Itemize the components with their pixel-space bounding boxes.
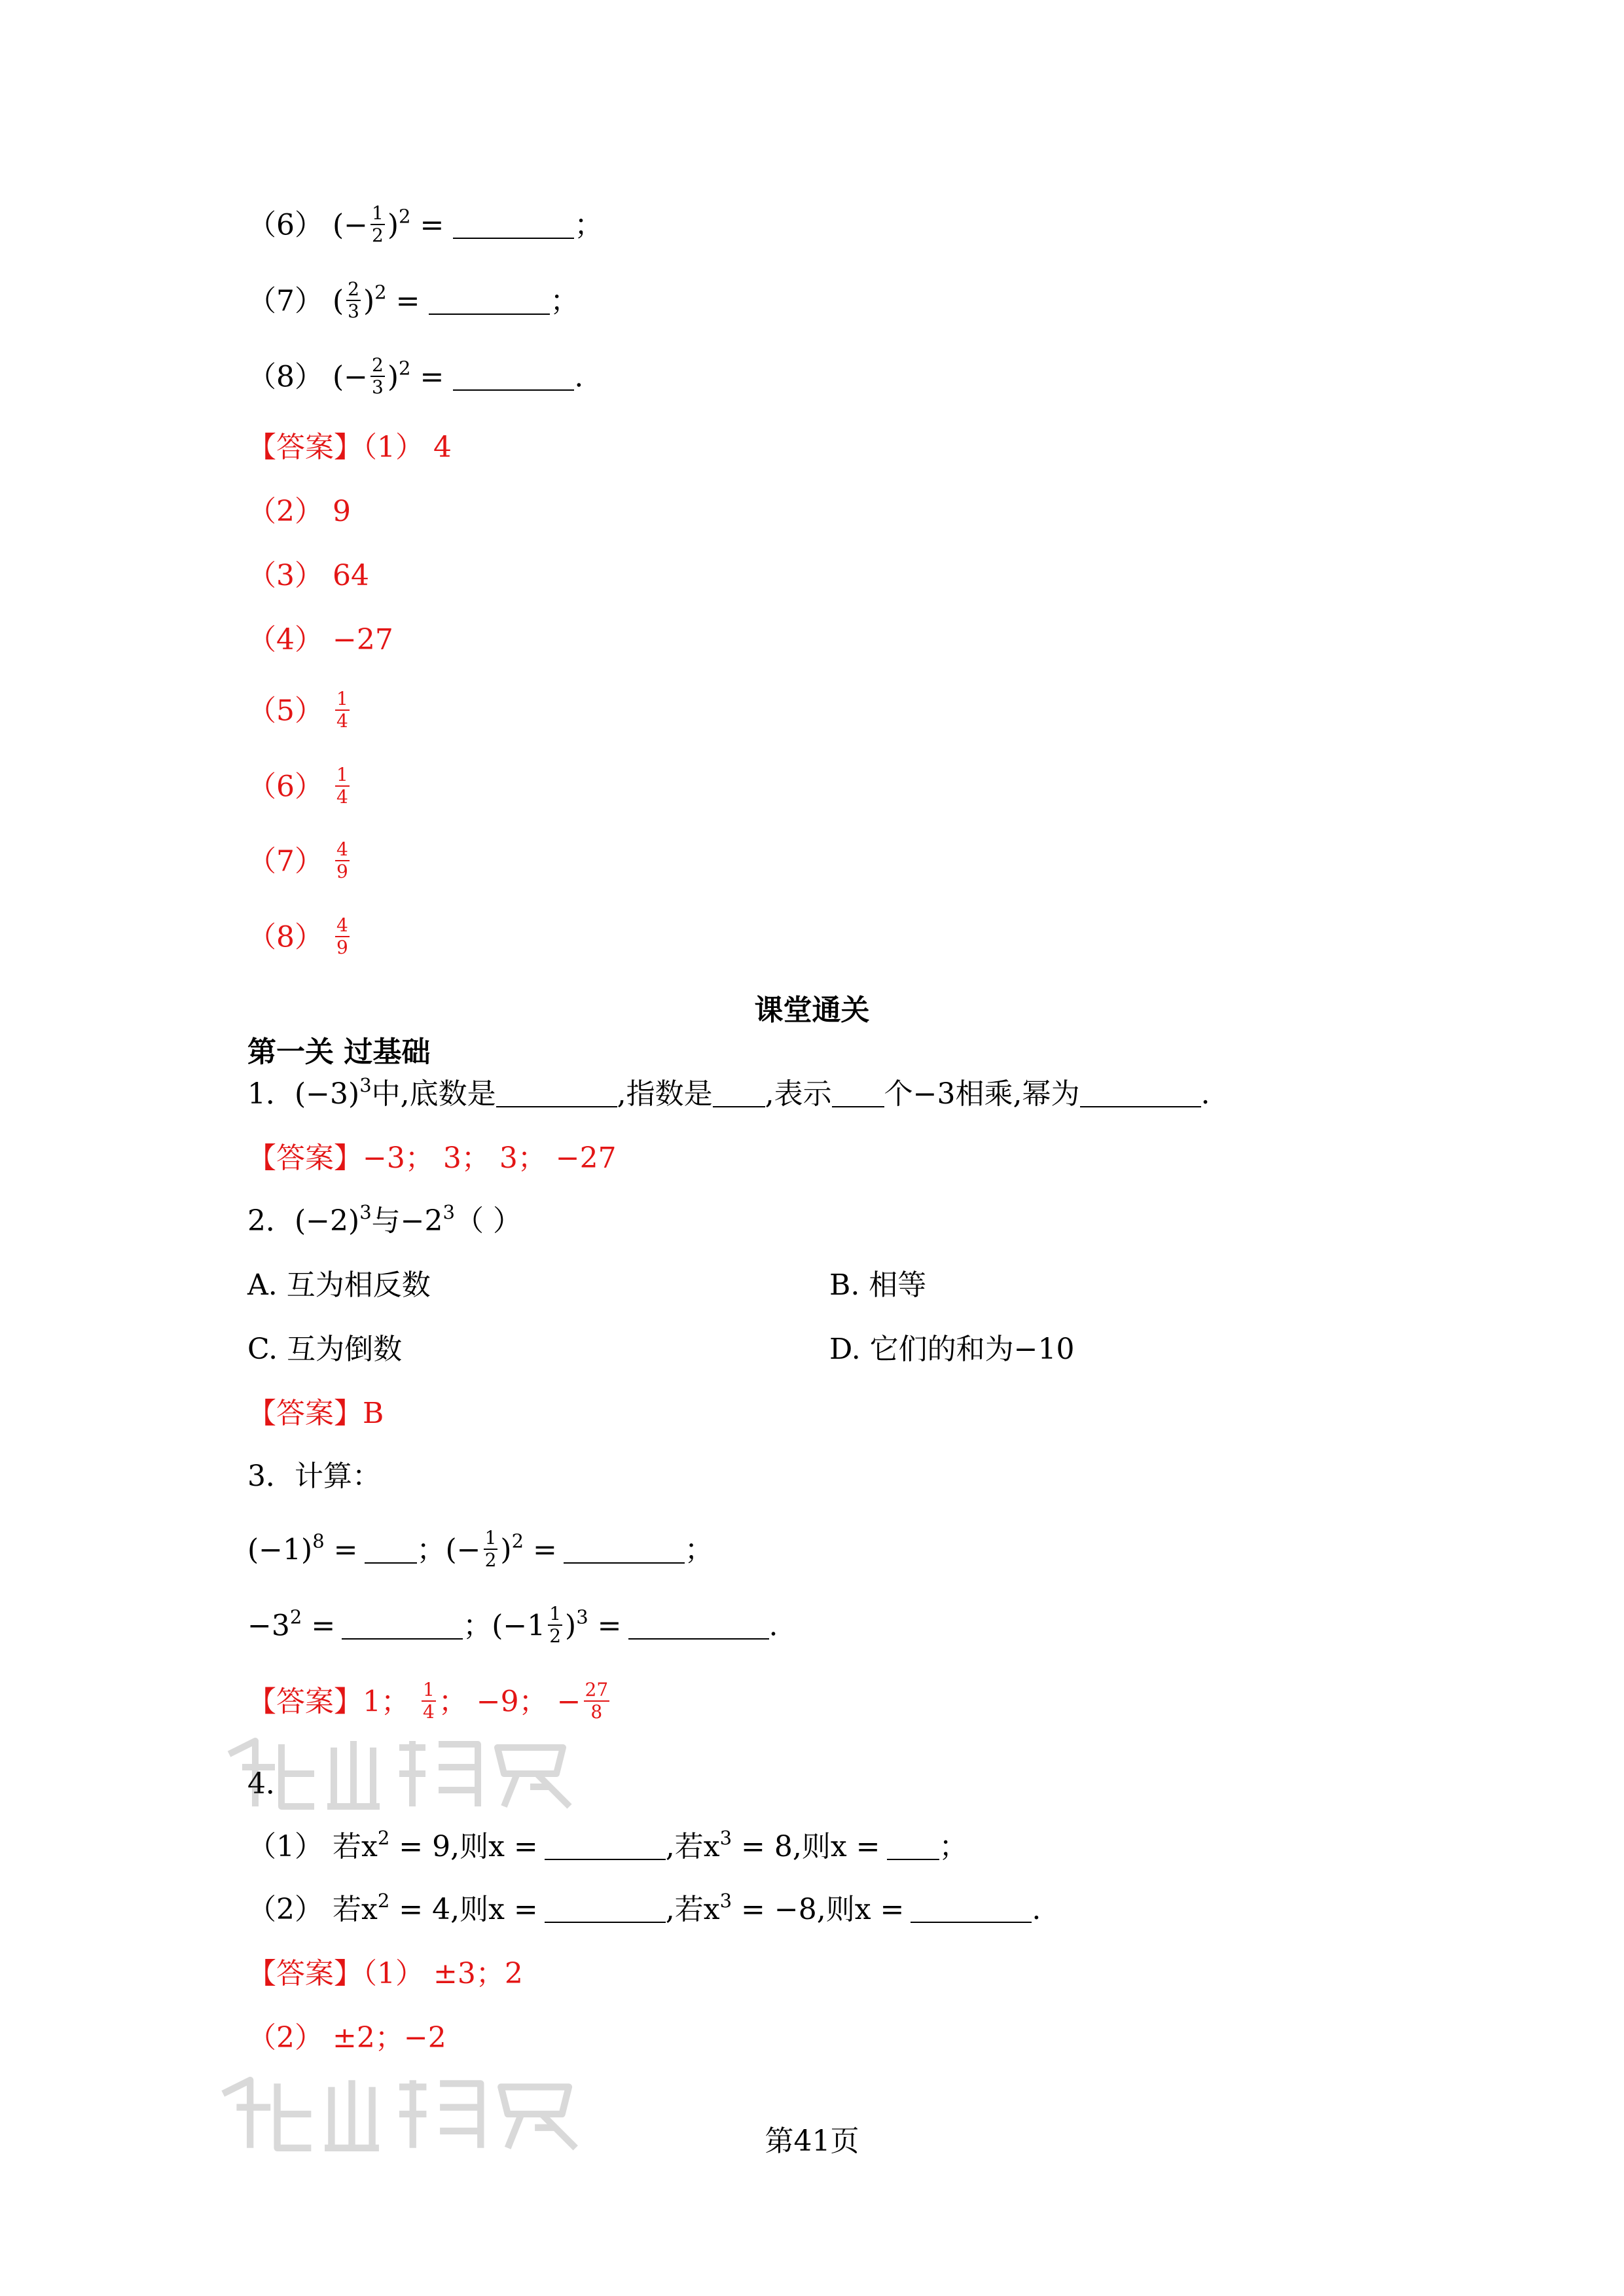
answer-blank[interactable] <box>832 1080 884 1107</box>
denominator: 2 <box>484 1549 497 1571</box>
answer-value: B <box>363 1397 384 1430</box>
answer-q3 <box>247 1679 612 1725</box>
denominator: 4 <box>422 1701 435 1723</box>
question-8 <box>247 354 584 401</box>
equals: = <box>324 1533 358 1567</box>
punct: . <box>1200 1077 1210 1111</box>
answer-value: 4 <box>433 431 452 464</box>
fraction <box>335 689 350 732</box>
answer-5 <box>247 688 352 734</box>
answer-value: ±2；−2 <box>333 2021 446 2054</box>
numerator: 1 <box>372 202 384 224</box>
answer-number: （5） <box>247 694 323 728</box>
numerator: 2 <box>348 278 359 300</box>
numerator: 1 <box>336 688 348 709</box>
exponent: 3 <box>719 1827 732 1849</box>
answer-label: 【答案】 <box>247 431 363 464</box>
question-3 <box>247 1457 381 1496</box>
question-number: 1． <box>247 1077 295 1111</box>
exponent: 2 <box>399 205 411 228</box>
numerator: 4 <box>336 838 348 860</box>
text: ,指数是 <box>617 1077 713 1111</box>
exponent: 2 <box>377 1890 390 1912</box>
denominator: 2 <box>372 224 384 246</box>
answer-blank[interactable] <box>453 363 574 391</box>
fraction <box>370 355 385 398</box>
question-number: 3． <box>247 1460 295 1493</box>
exponent: 3 <box>359 1074 372 1096</box>
exponent: 3 <box>442 1201 455 1223</box>
answer-4 <box>247 620 393 660</box>
punct: . <box>1032 1893 1041 1926</box>
denominator: 2 <box>549 1625 562 1647</box>
answer-q4-2 <box>247 2018 446 2058</box>
answer-blank[interactable] <box>453 211 574 239</box>
expr: (−2) <box>295 1204 360 1238</box>
expr: ,若x <box>665 1830 720 1863</box>
denominator: 4 <box>336 786 348 808</box>
paren: ) <box>565 1609 577 1643</box>
expr: = 4,则x = <box>389 1893 538 1926</box>
punct: ； <box>550 284 579 318</box>
answer-blank[interactable] <box>545 1833 666 1860</box>
fraction <box>346 279 361 322</box>
answer-blank[interactable] <box>887 1833 939 1860</box>
answer-value: 64 <box>333 559 369 592</box>
exponent: 3 <box>576 1605 588 1628</box>
answer-1 <box>247 428 452 467</box>
fraction <box>548 1604 562 1647</box>
expr: (− <box>333 208 369 242</box>
numerator: 2 <box>372 354 384 376</box>
text: 个−3相乘,幂为 <box>884 1077 1080 1111</box>
equals: = <box>410 208 444 242</box>
expr: 若x <box>333 1893 378 1926</box>
punct: ； <box>416 1533 446 1567</box>
numerator: 4 <box>336 914 348 936</box>
answer-number: （2） <box>247 2021 323 2054</box>
answer-number: （7） <box>247 844 323 878</box>
answer-6 <box>247 764 352 810</box>
expr: = −8,则x = <box>732 1893 905 1926</box>
paren: ) <box>387 208 399 242</box>
answer-blank[interactable] <box>545 1895 666 1923</box>
expr: = 8,则x = <box>732 1830 880 1863</box>
answer-value: 1； <box>363 1685 419 1719</box>
answer-2 <box>247 492 351 531</box>
page-number: 第41页 <box>765 2125 859 2158</box>
fraction <box>370 203 385 246</box>
equals: = <box>386 284 420 318</box>
question-3-line2 <box>247 1603 778 1649</box>
expr: (− <box>333 360 369 394</box>
exponent: 8 <box>312 1530 325 1552</box>
answer-q1 <box>247 1139 617 1178</box>
expr: (−1 <box>492 1609 546 1643</box>
option-a[interactable]: A. 互为相反数 <box>247 1268 431 1302</box>
answer-value: −3； 3； 3； −27 <box>363 1141 617 1175</box>
option-d[interactable]: D. 它们的和为−10 <box>829 1333 1075 1366</box>
equals: = <box>588 1609 622 1643</box>
subsection-title: 第一关 过基础 <box>247 1035 431 1069</box>
question-7 <box>247 278 579 325</box>
equals: = <box>524 1533 557 1567</box>
question-1 <box>247 1075 1210 1114</box>
question-4-1 <box>247 1827 968 1867</box>
punct: ； <box>939 1830 968 1863</box>
answer-number: （2） <box>247 495 323 528</box>
exponent: 2 <box>399 357 411 380</box>
paren: ) <box>387 360 399 394</box>
punct: . <box>574 360 584 394</box>
answer-label: 【答案】 <box>247 1397 363 1430</box>
expr: 若x <box>333 1830 378 1863</box>
answer-q4-1 <box>247 1954 523 1994</box>
expr: (− <box>445 1533 481 1567</box>
answer-number: （8） <box>247 920 323 954</box>
question-6 <box>247 202 604 249</box>
exponent: 3 <box>719 1890 732 1912</box>
paren: ) <box>363 284 375 318</box>
answer-value: −27 <box>333 623 393 656</box>
text: 中,底数是 <box>371 1077 496 1111</box>
fraction <box>335 839 350 882</box>
answer-blank[interactable] <box>1080 1080 1201 1107</box>
answer-7 <box>247 838 352 885</box>
answer-number: （3） <box>247 559 323 592</box>
exponent: 3 <box>359 1201 372 1223</box>
answer-label: 【答案】 <box>247 1957 363 1990</box>
answer-blank[interactable] <box>429 287 550 315</box>
answer-number: （1） <box>363 1957 424 1990</box>
answer-value: ； −9； − <box>438 1685 581 1719</box>
question-number: （7） <box>247 284 323 318</box>
answer-3 <box>247 556 369 596</box>
question-2 <box>247 1202 522 1241</box>
fraction <box>584 1679 610 1723</box>
equals: = <box>410 360 444 394</box>
text: ,表示 <box>765 1077 832 1111</box>
exponent: 2 <box>511 1530 524 1552</box>
question-number: （2） <box>247 1893 323 1926</box>
watermark-logo <box>216 1728 583 1820</box>
expr: 与−2 <box>371 1204 443 1238</box>
answer-blank[interactable] <box>564 1536 685 1564</box>
expr: −3 <box>247 1609 290 1643</box>
answer-blank[interactable] <box>713 1080 765 1107</box>
denominator: 9 <box>336 861 348 882</box>
expr: ,若x <box>665 1893 720 1926</box>
numerator: 1 <box>422 1679 435 1700</box>
q2-options-row1 <box>247 1266 927 1305</box>
equals: = <box>302 1609 336 1643</box>
paren: ) <box>500 1533 512 1567</box>
numerator: 1 <box>336 764 348 785</box>
answer-blank[interactable] <box>342 1612 463 1640</box>
answer-number: （4） <box>247 623 323 656</box>
fraction <box>422 1679 436 1723</box>
fraction <box>484 1528 498 1571</box>
denominator: 9 <box>336 937 348 958</box>
question-number: （8） <box>247 360 323 394</box>
punct: . <box>768 1609 778 1643</box>
exponent: 2 <box>374 281 387 304</box>
denominator: 3 <box>372 376 384 398</box>
fraction <box>335 764 350 808</box>
answer-blank[interactable] <box>628 1612 769 1640</box>
question-4-2 <box>247 1890 1041 1929</box>
option-c[interactable]: C. 互为倒数 <box>247 1333 403 1366</box>
expr: (−3) <box>295 1077 360 1111</box>
numerator: 1 <box>484 1527 497 1549</box>
answer-8 <box>247 914 352 961</box>
choice-bracket: （ ） <box>454 1204 522 1238</box>
text: 计算： <box>295 1460 381 1493</box>
denominator: 3 <box>348 300 359 322</box>
question-number: （6） <box>247 208 323 242</box>
question-number: （1） <box>247 1830 323 1863</box>
section-title: 课堂通关 <box>754 994 870 1027</box>
answer-label: 【答案】 <box>247 1685 363 1719</box>
answer-label: 【答案】 <box>247 1141 363 1175</box>
question-3-line1 <box>247 1527 713 1573</box>
denominator: 4 <box>336 710 348 732</box>
fraction <box>335 915 350 958</box>
question-number: 2． <box>247 1204 295 1238</box>
answer-q2 <box>247 1394 384 1433</box>
answer-value: ±3；2 <box>433 1957 523 1990</box>
punct: ； <box>574 208 604 242</box>
answer-value: 9 <box>333 495 351 528</box>
punct: ； <box>463 1609 492 1643</box>
numerator: 1 <box>549 1603 562 1624</box>
option-b[interactable]: B. 相等 <box>829 1268 927 1302</box>
denominator: 8 <box>590 1701 603 1723</box>
expr: ( <box>333 284 344 318</box>
expr: = 9,则x = <box>389 1830 538 1863</box>
question-number: 4． <box>247 1767 295 1801</box>
exponent: 2 <box>377 1827 390 1849</box>
expr: (−1) <box>247 1533 313 1567</box>
answer-number: （6） <box>247 770 323 804</box>
exponent: 2 <box>289 1605 302 1628</box>
answer-blank[interactable] <box>911 1895 1032 1923</box>
punct: ； <box>684 1533 713 1567</box>
answer-blank[interactable] <box>365 1536 417 1564</box>
answer-number: （1） <box>363 431 424 464</box>
q2-options-row2 <box>247 1330 1075 1369</box>
numerator: 27 <box>585 1679 609 1700</box>
answer-blank[interactable] <box>496 1080 617 1107</box>
